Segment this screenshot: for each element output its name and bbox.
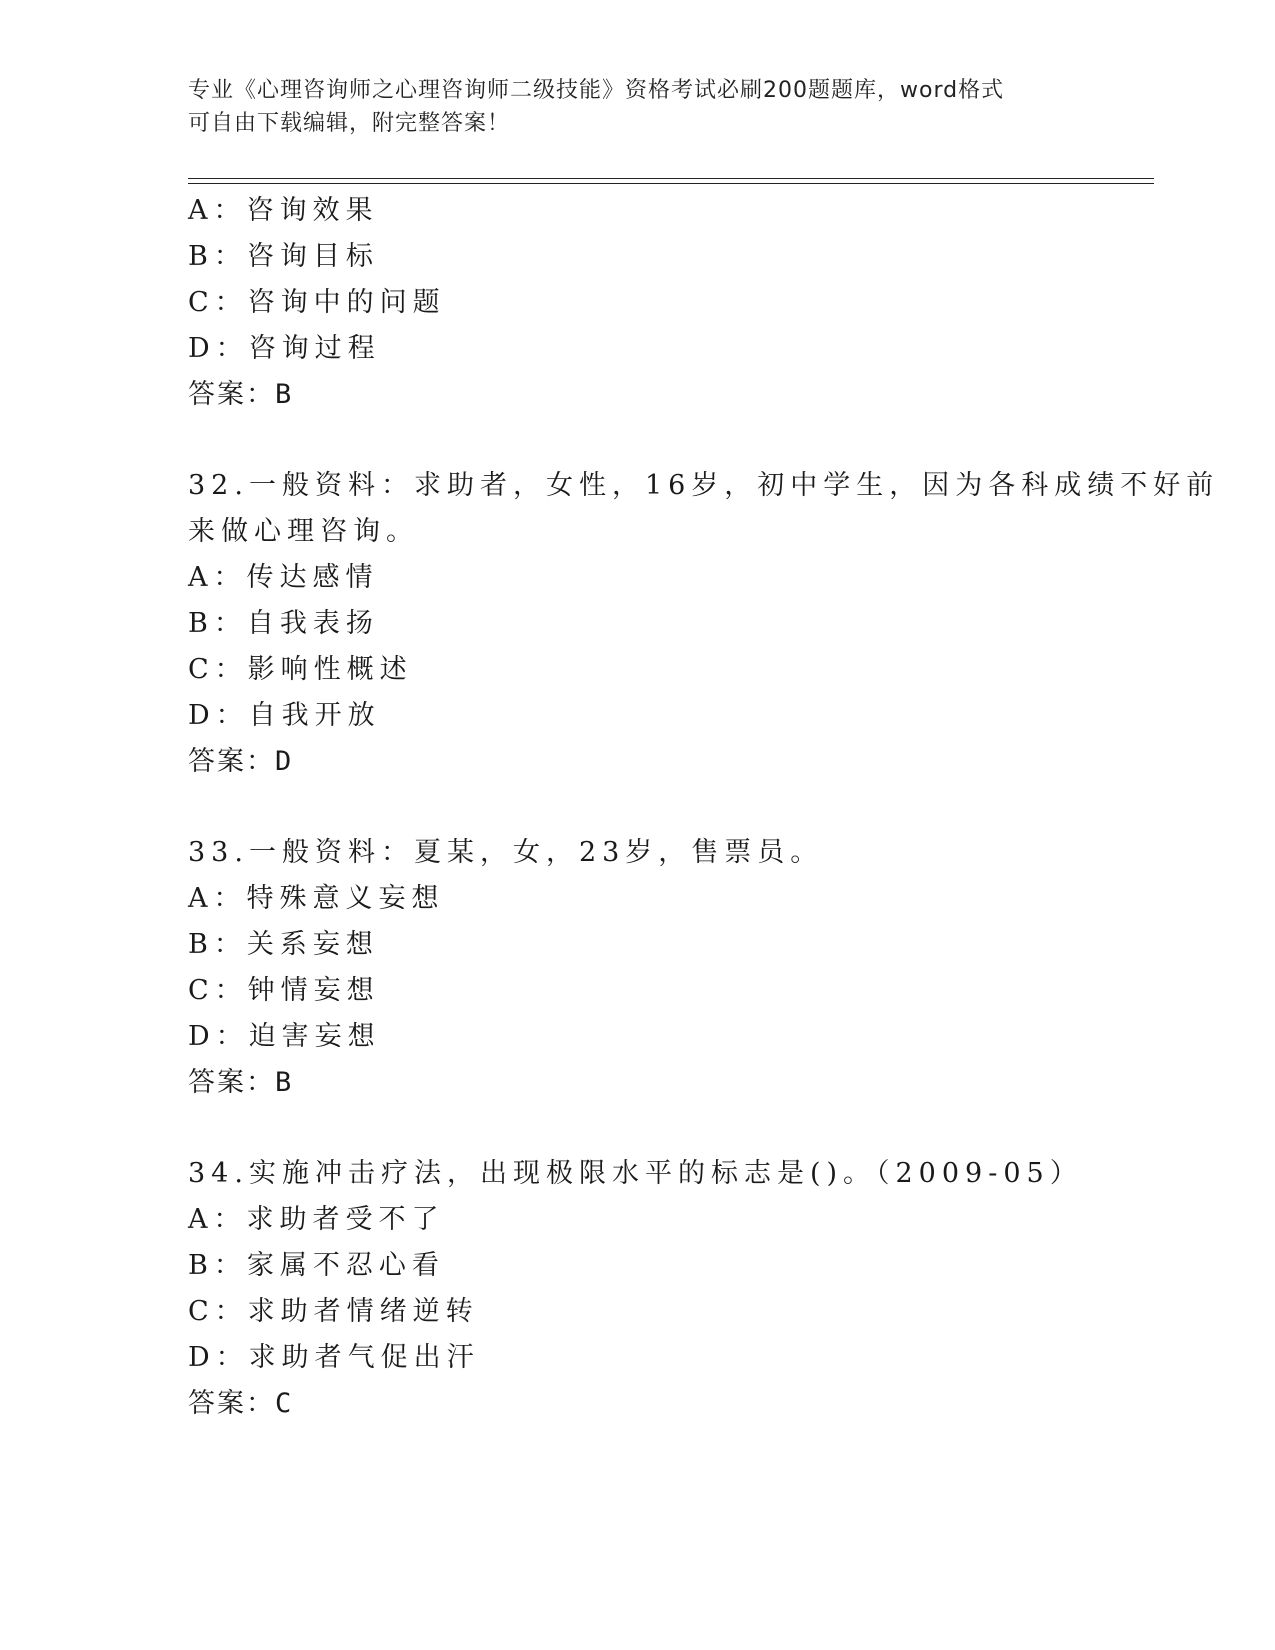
option-d: D：求助者气促出汗 bbox=[188, 1342, 480, 1373]
answer-line bbox=[188, 739, 1154, 785]
option-b: B：家属不忍心看 bbox=[188, 1250, 445, 1281]
question-block-33 bbox=[188, 830, 1154, 1106]
option-b: B：自我表扬 bbox=[188, 608, 379, 639]
block-spacer bbox=[188, 785, 1154, 830]
question-stem: 34.实施冲击疗法，出现极限水平的标志是()。（2009-05） bbox=[188, 1158, 1083, 1189]
header-divider bbox=[188, 178, 1154, 184]
answer-line bbox=[188, 1381, 1154, 1427]
option-d: D：自我开放 bbox=[188, 700, 381, 731]
option-a: A：传达感情 bbox=[188, 562, 379, 593]
block-spacer bbox=[188, 1106, 1154, 1151]
question-block-34 bbox=[188, 1151, 1154, 1427]
answer-label: 答案： bbox=[188, 1388, 275, 1419]
question-block-31 bbox=[188, 188, 1154, 418]
option-a: A：咨询效果 bbox=[188, 195, 379, 226]
question-stem: 33.一般资料：夏某，女，23岁，售票员。 bbox=[188, 837, 824, 868]
option-c: C：求助者情绪逆转 bbox=[188, 1296, 479, 1327]
header-line-2: 可自由下载编辑，附完整答案！ bbox=[188, 111, 511, 136]
option-a: A：特殊意义妄想 bbox=[188, 883, 445, 914]
answer-line bbox=[188, 1060, 1154, 1106]
question-list bbox=[188, 188, 1220, 1427]
option-c: C：钟情妄想 bbox=[188, 975, 380, 1006]
block-spacer bbox=[188, 418, 1154, 463]
option-d: D：咨询过程 bbox=[188, 333, 381, 364]
answer-value: D bbox=[275, 746, 294, 777]
option-c: C：影响性概述 bbox=[188, 654, 413, 685]
answer-value: C bbox=[275, 1388, 294, 1419]
option-a: A：求助者受不了 bbox=[188, 1204, 445, 1235]
option-c: C：咨询中的问题 bbox=[188, 287, 446, 318]
answer-value: B bbox=[275, 1067, 294, 1098]
option-d: D：迫害妄想 bbox=[188, 1021, 381, 1052]
question-stem: 32.一般资料：求助者，女性，16岁，初中学生，因为各科成绩不好前 bbox=[188, 470, 1220, 501]
question-stem-continued: 来做心理咨询。 bbox=[188, 516, 419, 547]
header-line-1: 专业《心理咨询师之心理咨询师二级技能》资格考试必刷200题题库，word格式 bbox=[188, 78, 1005, 103]
answer-line bbox=[188, 372, 1154, 418]
option-b: B：关系妄想 bbox=[188, 929, 379, 960]
option-b: B：咨询目标 bbox=[188, 241, 379, 272]
answer-label: 答案： bbox=[188, 746, 275, 777]
answer-label: 答案： bbox=[188, 379, 275, 410]
answer-label: 答案： bbox=[188, 1067, 275, 1098]
document-header bbox=[188, 74, 1078, 140]
answer-value: B bbox=[275, 379, 294, 410]
question-block-32 bbox=[188, 463, 1220, 785]
